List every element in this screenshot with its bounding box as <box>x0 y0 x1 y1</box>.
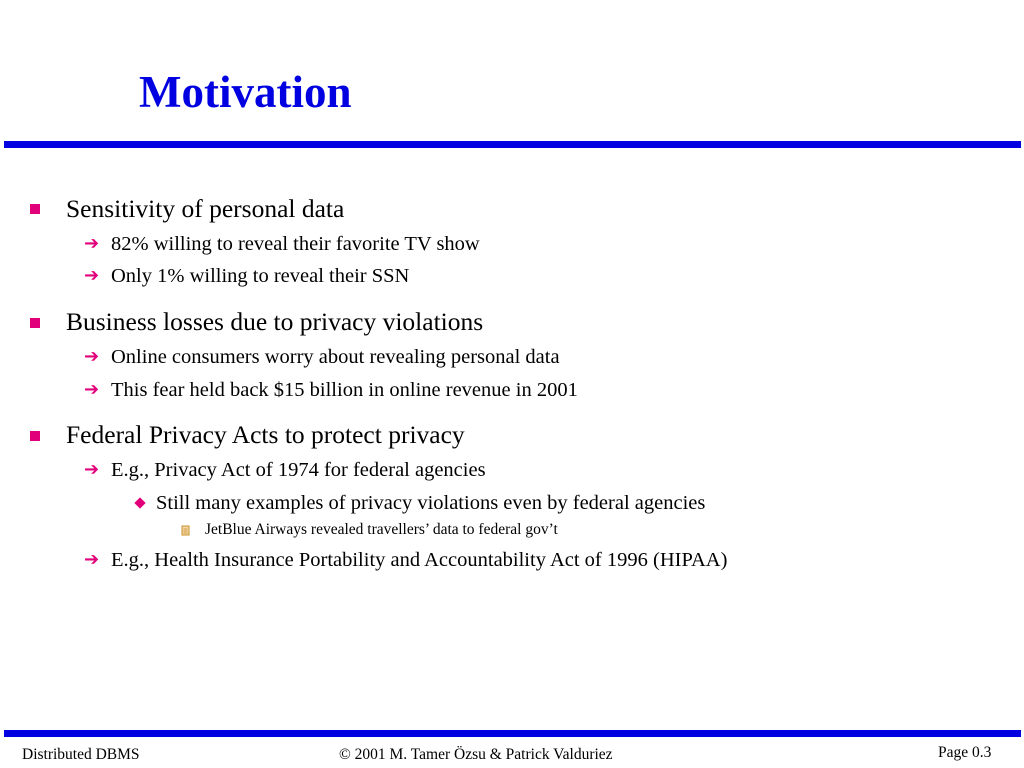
square-bullet-icon <box>30 318 40 328</box>
bullet-level1: Federal Privacy Acts to protect privacy <box>66 420 465 449</box>
bullet-level1: Business losses due to privacy violations <box>66 307 484 336</box>
bullet-level4: JetBlue Airways revealed travellers’ data to federal gov’t <box>205 521 558 538</box>
footer-page-number: Page 0.3 <box>938 744 992 761</box>
diamond-bullet-icon <box>134 497 145 508</box>
bullet-level3: Still many examples of privacy violations even by federal agencies <box>156 492 706 514</box>
arrow-right-icon: ➔ <box>84 459 100 480</box>
arrow-right-icon: ➔ <box>84 233 100 254</box>
footer-course-title: Distributed DBMS <box>22 746 140 763</box>
bullet-level2: This fear held back $15 billion in online revenue in 2001 <box>111 379 578 401</box>
bullet-level2: Online consumers worry about revealing personal data <box>111 346 560 368</box>
arrow-right-icon: ➔ <box>84 346 100 367</box>
bullet-level1: Sensitivity of personal data <box>66 194 345 223</box>
bullet-level2: E.g., Privacy Act of 1974 for federal agencies <box>111 459 486 481</box>
bullet-level2: E.g., Health Insurance Portability and Accountability Act of 1996 (HIPAA) <box>111 549 728 571</box>
scroll-icon <box>181 525 190 536</box>
bullet-level2: Only 1% willing to reveal their SSN <box>111 265 410 287</box>
footer-copyright: © 2001 M. Tamer Özsu & Patrick Valduriez <box>339 746 613 763</box>
square-bullet-icon <box>30 204 40 214</box>
square-bullet-icon <box>30 431 40 441</box>
arrow-right-icon: ➔ <box>84 549 100 570</box>
title-divider <box>4 141 1021 148</box>
slide-title: Motivation <box>139 67 352 117</box>
footer-divider <box>4 730 1021 737</box>
arrow-right-icon: ➔ <box>84 379 100 400</box>
arrow-right-icon: ➔ <box>84 265 100 286</box>
bullet-level2: 82% willing to reveal their favorite TV show <box>111 233 480 255</box>
